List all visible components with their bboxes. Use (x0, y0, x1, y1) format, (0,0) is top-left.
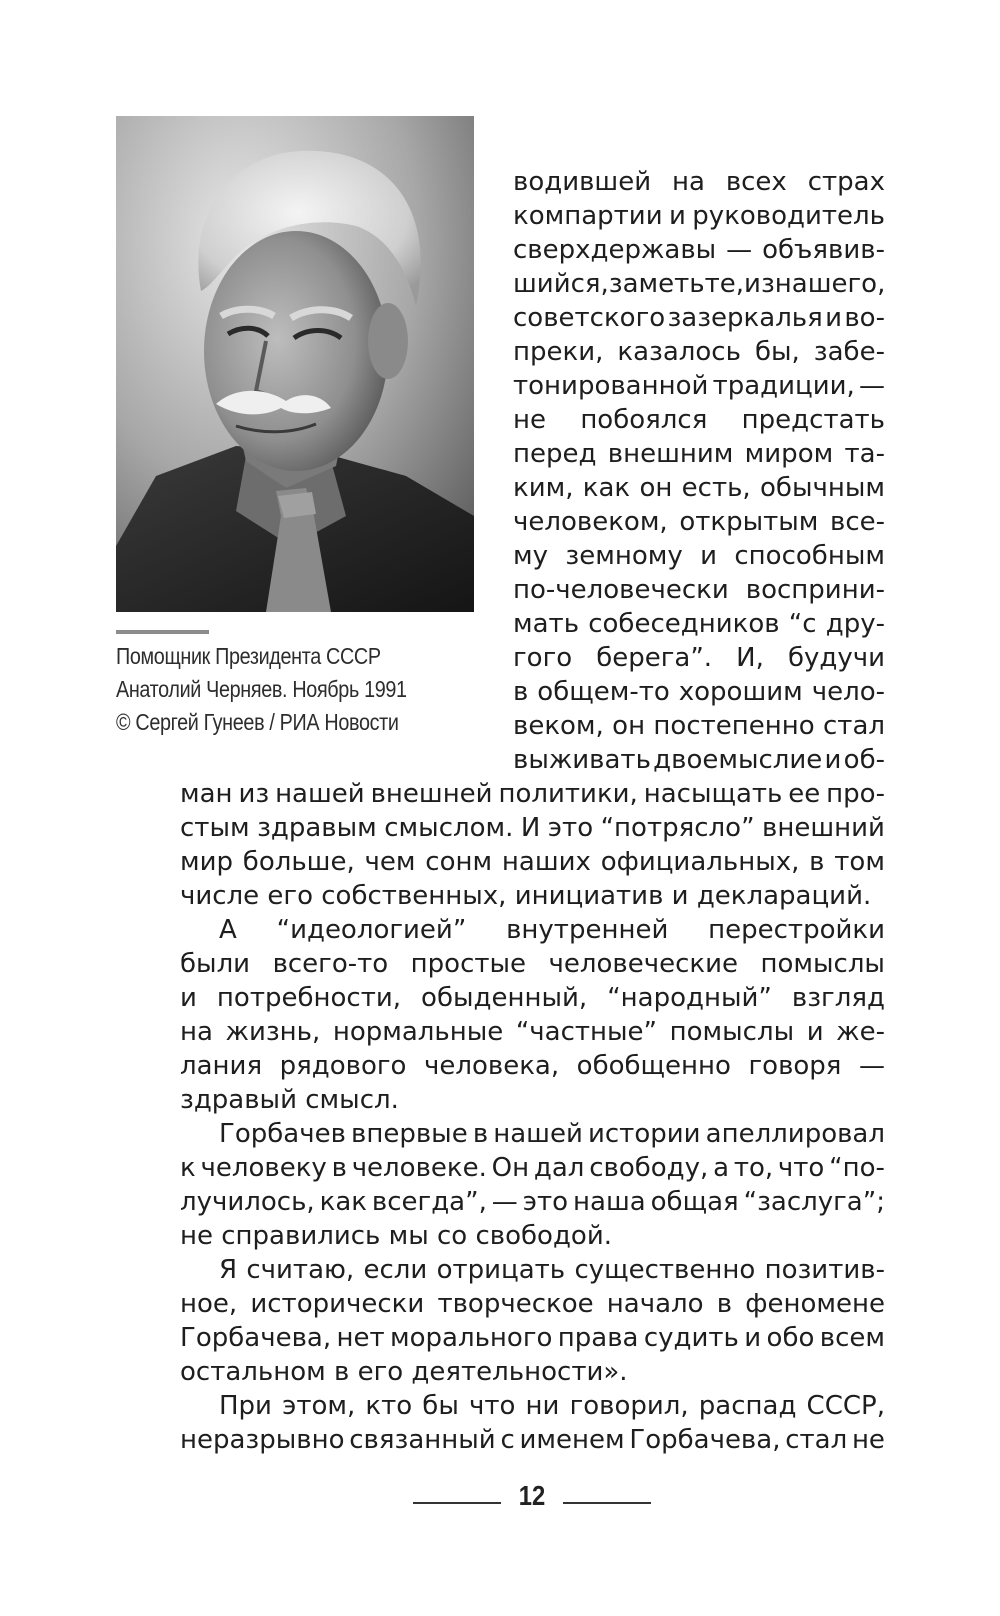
text-line: При этом, кто бы что ни говорил, распад СССР, (219, 1391, 885, 1421)
text-line: выживать двоемыслие и об- (513, 745, 885, 775)
caption-line: © Сергей Гунеев / РИА Новости (116, 709, 399, 735)
text-line: А “идеологией” внутренней перестройки (219, 915, 885, 945)
text-line: преки, казалось бы, забе- (513, 337, 885, 367)
page-number: 12 (518, 1480, 546, 1511)
text-line: не побоялся предстать (513, 405, 885, 435)
text-line: здравый смысл. (180, 1085, 399, 1115)
text-line: Горбачева, нет морального права судить и обо всем (180, 1323, 885, 1353)
caption-line: Анатолий Черняев. Ноябрь 1991 (116, 676, 407, 702)
text-line: Горбачев впервые в нашей истории апеллировал (219, 1119, 885, 1149)
text-line: неразрывно связанный с именем Горбачева, стал не (180, 1425, 885, 1455)
caption-rule (116, 630, 209, 634)
text-line: были всего-то простые человеческие помыслы (180, 949, 885, 979)
text-line: и потребности, обыденный, “народный” взгляд (180, 983, 885, 1013)
text-line: веком, он постепенно стал (513, 711, 885, 741)
text-line: в общем-то хорошим чело- (513, 677, 885, 707)
text-line: человеком, открытым все- (513, 507, 885, 537)
portrait-illustration (116, 116, 474, 612)
text-line: лучилось, как всегда”, — это наша общая “заслуга”; (180, 1187, 885, 1217)
text-line: по-человечески восприни- (513, 575, 885, 605)
text-line: не справились мы со свободой. (180, 1221, 612, 1251)
photo-caption (116, 640, 426, 739)
text-line: к человеку в человеке. Он дал свободу, а то, что “по- (180, 1153, 885, 1183)
portrait-photo (116, 116, 474, 612)
text-line: тонированной традиции, — (513, 371, 885, 401)
text-line: перед внешним миром та- (513, 439, 885, 469)
text-line: ное, исторически творческое начало в феномене (180, 1289, 885, 1319)
text-line: сверхдержавы — объявив- (513, 235, 885, 265)
text-line: шийся, заметьте, из нашего, (513, 269, 886, 299)
text-line: ким, как он есть, обычным (513, 473, 885, 503)
text-line: мир больше, чем сонм наших официальных, в том (180, 847, 885, 877)
text-line: компартии и руководитель (513, 201, 885, 231)
text-line: стым здравым смыслом. И это “потрясло” внешний (180, 813, 885, 843)
text-line: лания рядового человека, обобщенно говоря — (180, 1051, 885, 1081)
text-line: водившей на всех страх (513, 167, 885, 197)
text-line: гого берега”. И, будучи (513, 643, 885, 673)
text-line: Я считаю, если отрицать существенно позитив- (219, 1255, 885, 1285)
caption-line: Помощник Президента СССР (116, 643, 381, 669)
text-line: мать собеседников “с дру- (513, 609, 885, 639)
text-line: ман из нашей внешней политики, насыщать ее про- (180, 779, 885, 809)
text-line: му земному и способным (513, 541, 885, 571)
text-line: числе его собственных, инициатив и деклараций. (180, 881, 872, 911)
text-line: на жизнь, нормальные “частные” помыслы и же- (180, 1017, 885, 1047)
page-number-rule-right (563, 1502, 651, 1504)
text-line: советского зазеркалья и во- (513, 303, 885, 333)
page-number-rule-left (413, 1502, 501, 1504)
text-line: остальном в его деятельности». (180, 1357, 628, 1387)
